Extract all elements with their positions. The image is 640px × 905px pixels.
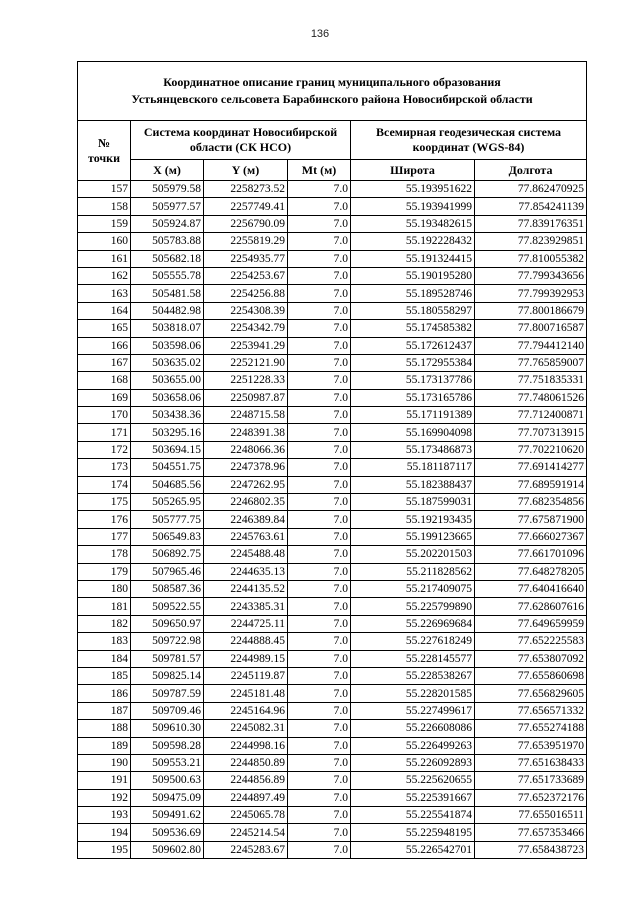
cell-x: 509787.59 <box>131 685 204 702</box>
cell-x: 505924.87 <box>131 215 204 232</box>
cell-x: 509722.98 <box>131 633 204 650</box>
cell-point-number: 167 <box>78 354 131 371</box>
cell-y: 2245119.87 <box>204 667 288 684</box>
cell-x: 503598.06 <box>131 337 204 354</box>
table-row <box>78 407 587 424</box>
header-point-number-sign: № <box>97 135 111 150</box>
header-point-number-word: точки <box>87 150 121 165</box>
cell-y: 2254935.77 <box>204 250 288 267</box>
cell-y: 2254256.88 <box>204 285 288 302</box>
cell-point-number: 161 <box>78 250 131 267</box>
cell-longitude: 77.810055382 <box>475 250 587 267</box>
cell-y: 2244135.52 <box>204 580 288 597</box>
cell-longitude: 77.854241139 <box>475 198 587 215</box>
cell-x: 505265.95 <box>131 494 204 511</box>
cell-y: 2257749.41 <box>204 198 288 215</box>
cell-y: 2248391.38 <box>204 424 288 441</box>
cell-latitude: 55.225391667 <box>351 789 475 806</box>
cell-mt: 7.0 <box>288 302 351 319</box>
cell-mt: 7.0 <box>288 181 351 198</box>
cell-longitude: 77.652372176 <box>475 789 587 806</box>
cell-point-number: 185 <box>78 667 131 684</box>
cell-mt: 7.0 <box>288 320 351 337</box>
cell-longitude: 77.712400871 <box>475 407 587 424</box>
cell-mt: 7.0 <box>288 702 351 719</box>
cell-x: 509500.63 <box>131 772 204 789</box>
cell-latitude: 55.225799890 <box>351 598 475 615</box>
cell-longitude: 77.862470925 <box>475 181 587 198</box>
cell-point-number: 180 <box>78 580 131 597</box>
page-number: 136 <box>310 28 330 40</box>
cell-longitude: 77.649659959 <box>475 615 587 632</box>
cell-x: 504685.56 <box>131 476 204 493</box>
cell-point-number: 170 <box>78 407 131 424</box>
cell-point-number: 171 <box>78 424 131 441</box>
cell-latitude: 55.173486873 <box>351 441 475 458</box>
cell-point-number: 157 <box>78 181 131 198</box>
cell-x: 509522.55 <box>131 598 204 615</box>
cell-mt: 7.0 <box>288 267 351 284</box>
cell-latitude: 55.172612437 <box>351 337 475 354</box>
cell-point-number: 173 <box>78 459 131 476</box>
cell-y: 2244850.89 <box>204 754 288 771</box>
cell-point-number: 169 <box>78 389 131 406</box>
cell-latitude: 55.227618249 <box>351 633 475 650</box>
table-row <box>78 302 587 319</box>
cell-y: 2244897.49 <box>204 789 288 806</box>
cell-latitude: 55.199123665 <box>351 528 475 545</box>
title-line-2: Устьянцевского сельсовета Барабинского района Новосибирской области <box>131 92 533 106</box>
cell-longitude: 77.799392953 <box>475 285 587 302</box>
cell-point-number: 164 <box>78 302 131 319</box>
cell-longitude: 77.640416640 <box>475 580 587 597</box>
cell-x: 505777.75 <box>131 511 204 528</box>
cell-y: 2244888.45 <box>204 633 288 650</box>
table-row <box>78 181 587 198</box>
cell-x: 507965.46 <box>131 563 204 580</box>
cell-latitude: 55.173165786 <box>351 389 475 406</box>
cell-mt: 7.0 <box>288 424 351 441</box>
cell-y: 2247262.95 <box>204 476 288 493</box>
cell-x: 509825.14 <box>131 667 204 684</box>
table-row <box>78 824 587 841</box>
cell-longitude: 77.800186679 <box>475 302 587 319</box>
table-row <box>78 389 587 406</box>
cell-x: 503655.00 <box>131 372 204 389</box>
cell-x: 509598.28 <box>131 737 204 754</box>
cell-y: 2244725.11 <box>204 615 288 632</box>
cell-point-number: 186 <box>78 685 131 702</box>
cell-longitude: 77.651733689 <box>475 772 587 789</box>
cell-y: 2245283.67 <box>204 841 288 858</box>
cell-latitude: 55.226608086 <box>351 720 475 737</box>
cell-latitude: 55.226969684 <box>351 615 475 632</box>
cell-point-number: 178 <box>78 546 131 563</box>
cell-mt: 7.0 <box>288 389 351 406</box>
table-row <box>78 789 587 806</box>
cell-point-number: 187 <box>78 702 131 719</box>
cell-y: 2248066.36 <box>204 441 288 458</box>
cell-latitude: 55.211828562 <box>351 563 475 580</box>
cell-mt: 7.0 <box>288 215 351 232</box>
cell-longitude: 77.794412140 <box>475 337 587 354</box>
cell-y: 2253941.29 <box>204 337 288 354</box>
cell-longitude: 77.800716587 <box>475 320 587 337</box>
cell-latitude: 55.228145577 <box>351 650 475 667</box>
table-row <box>78 511 587 528</box>
cell-x: 503635.02 <box>131 354 204 371</box>
table-row <box>78 754 587 771</box>
cell-x: 509491.62 <box>131 807 204 824</box>
cell-mt: 7.0 <box>288 528 351 545</box>
header-system-global: Всемирная геодезическая система координат (WGS-84) <box>351 121 587 160</box>
cell-longitude: 77.656571332 <box>475 702 587 719</box>
cell-longitude: 77.661701096 <box>475 546 587 563</box>
cell-x: 503818.07 <box>131 320 204 337</box>
table-title <box>78 62 587 121</box>
cell-point-number: 172 <box>78 441 131 458</box>
table-row <box>78 685 587 702</box>
cell-mt: 7.0 <box>288 754 351 771</box>
cell-point-number: 191 <box>78 772 131 789</box>
cell-y: 2254253.67 <box>204 267 288 284</box>
cell-mt: 7.0 <box>288 737 351 754</box>
cell-x: 509650.97 <box>131 615 204 632</box>
cell-latitude: 55.174585382 <box>351 320 475 337</box>
cell-point-number: 175 <box>78 494 131 511</box>
cell-y: 2247378.96 <box>204 459 288 476</box>
cell-y: 2244989.15 <box>204 650 288 667</box>
cell-longitude: 77.652225583 <box>475 633 587 650</box>
cell-y: 2245488.48 <box>204 546 288 563</box>
cell-latitude: 55.225620655 <box>351 772 475 789</box>
cell-y: 2255819.29 <box>204 233 288 250</box>
cell-x: 508587.36 <box>131 580 204 597</box>
cell-point-number: 176 <box>78 511 131 528</box>
cell-latitude: 55.181187117 <box>351 459 475 476</box>
cell-point-number: 194 <box>78 824 131 841</box>
cell-y: 2245181.48 <box>204 685 288 702</box>
coordinates-table <box>77 61 587 859</box>
cell-y: 2256790.09 <box>204 215 288 232</box>
cell-x: 509709.46 <box>131 702 204 719</box>
cell-mt: 7.0 <box>288 580 351 597</box>
cell-latitude: 55.189528746 <box>351 285 475 302</box>
cell-x: 509475.09 <box>131 789 204 806</box>
cell-x: 506892.75 <box>131 546 204 563</box>
cell-mt: 7.0 <box>288 285 351 302</box>
cell-mt: 7.0 <box>288 372 351 389</box>
table-row <box>78 233 587 250</box>
cell-y: 2254342.79 <box>204 320 288 337</box>
cell-latitude: 55.190195280 <box>351 267 475 284</box>
cell-mt: 7.0 <box>288 511 351 528</box>
cell-y: 2245164.96 <box>204 702 288 719</box>
cell-x: 503658.06 <box>131 389 204 406</box>
cell-longitude: 77.655274188 <box>475 720 587 737</box>
cell-longitude: 77.682354856 <box>475 494 587 511</box>
cell-mt: 7.0 <box>288 667 351 684</box>
cell-mt: 7.0 <box>288 354 351 371</box>
cell-x: 504551.75 <box>131 459 204 476</box>
cell-x: 509781.57 <box>131 650 204 667</box>
table-row <box>78 494 587 511</box>
cell-latitude: 55.172955384 <box>351 354 475 371</box>
cell-latitude: 55.228201585 <box>351 685 475 702</box>
cell-y: 2244856.89 <box>204 772 288 789</box>
table-row <box>78 807 587 824</box>
table-row <box>78 424 587 441</box>
cell-longitude: 77.799343656 <box>475 267 587 284</box>
table-row <box>78 546 587 563</box>
cell-longitude: 77.651638433 <box>475 754 587 771</box>
cell-point-number: 189 <box>78 737 131 754</box>
cell-latitude: 55.227499617 <box>351 702 475 719</box>
cell-mt: 7.0 <box>288 250 351 267</box>
cell-longitude: 77.707313915 <box>475 424 587 441</box>
cell-x: 505555.78 <box>131 267 204 284</box>
table-row <box>78 372 587 389</box>
table-row <box>78 633 587 650</box>
cell-point-number: 192 <box>78 789 131 806</box>
table-row <box>78 285 587 302</box>
cell-x: 503438.36 <box>131 407 204 424</box>
cell-mt: 7.0 <box>288 685 351 702</box>
cell-latitude: 55.228538267 <box>351 667 475 684</box>
cell-y: 2244998.16 <box>204 737 288 754</box>
cell-mt: 7.0 <box>288 494 351 511</box>
cell-latitude: 55.182388437 <box>351 476 475 493</box>
cell-mt: 7.0 <box>288 337 351 354</box>
cell-longitude: 77.628607616 <box>475 598 587 615</box>
cell-latitude: 55.226092893 <box>351 754 475 771</box>
cell-latitude: 55.191324415 <box>351 250 475 267</box>
cell-x: 505977.57 <box>131 198 204 215</box>
table-body <box>78 181 587 859</box>
cell-point-number: 163 <box>78 285 131 302</box>
cell-y: 2245763.61 <box>204 528 288 545</box>
cell-longitude: 77.675871900 <box>475 511 587 528</box>
cell-point-number: 158 <box>78 198 131 215</box>
cell-mt: 7.0 <box>288 598 351 615</box>
cell-mt: 7.0 <box>288 615 351 632</box>
cell-point-number: 166 <box>78 337 131 354</box>
cell-latitude: 55.193941999 <box>351 198 475 215</box>
table-row <box>78 650 587 667</box>
cell-mt: 7.0 <box>288 546 351 563</box>
cell-y: 2254308.39 <box>204 302 288 319</box>
cell-mt: 7.0 <box>288 407 351 424</box>
cell-longitude: 77.658438723 <box>475 841 587 858</box>
cell-point-number: 183 <box>78 633 131 650</box>
table-row <box>78 563 587 580</box>
cell-point-number: 179 <box>78 563 131 580</box>
table-row <box>78 772 587 789</box>
table-row <box>78 198 587 215</box>
cell-point-number: 165 <box>78 320 131 337</box>
cell-mt: 7.0 <box>288 824 351 841</box>
cell-y: 2248715.58 <box>204 407 288 424</box>
cell-latitude: 55.193482615 <box>351 215 475 232</box>
cell-latitude: 55.202201503 <box>351 546 475 563</box>
cell-point-number: 174 <box>78 476 131 493</box>
table-row <box>78 580 587 597</box>
cell-latitude: 55.192228432 <box>351 233 475 250</box>
cell-y: 2245065.78 <box>204 807 288 824</box>
cell-mt: 7.0 <box>288 198 351 215</box>
cell-mt: 7.0 <box>288 772 351 789</box>
title-line-1: Координатное описание границ муниципального образования <box>163 75 501 89</box>
cell-point-number: 162 <box>78 267 131 284</box>
cell-point-number: 190 <box>78 754 131 771</box>
cell-latitude: 55.187599031 <box>351 494 475 511</box>
cell-longitude: 77.648278205 <box>475 563 587 580</box>
cell-latitude: 55.180558297 <box>351 302 475 319</box>
cell-mt: 7.0 <box>288 807 351 824</box>
cell-y: 2243385.31 <box>204 598 288 615</box>
header-longitude: Долгота <box>475 160 587 181</box>
cell-mt: 7.0 <box>288 459 351 476</box>
header-mt: Mt (м) <box>288 160 351 181</box>
cell-latitude: 55.225541874 <box>351 807 475 824</box>
cell-mt: 7.0 <box>288 841 351 858</box>
cell-point-number: 168 <box>78 372 131 389</box>
cell-latitude: 55.173137786 <box>351 372 475 389</box>
cell-longitude: 77.657353466 <box>475 824 587 841</box>
cell-y: 2245082.31 <box>204 720 288 737</box>
cell-mt: 7.0 <box>288 633 351 650</box>
table-row <box>78 667 587 684</box>
cell-mt: 7.0 <box>288 789 351 806</box>
cell-longitude: 77.653951970 <box>475 737 587 754</box>
cell-x: 506549.83 <box>131 528 204 545</box>
cell-x: 509610.30 <box>131 720 204 737</box>
table-row <box>78 841 587 858</box>
cell-mt: 7.0 <box>288 441 351 458</box>
cell-point-number: 182 <box>78 615 131 632</box>
cell-longitude: 77.839176351 <box>475 215 587 232</box>
table-row <box>78 459 587 476</box>
cell-longitude: 77.691414277 <box>475 459 587 476</box>
cell-mt: 7.0 <box>288 233 351 250</box>
cell-point-number: 195 <box>78 841 131 858</box>
cell-longitude: 77.666027367 <box>475 528 587 545</box>
cell-x: 505481.58 <box>131 285 204 302</box>
cell-x: 503295.16 <box>131 424 204 441</box>
cell-y: 2246389.84 <box>204 511 288 528</box>
header-latitude: Широта <box>351 160 475 181</box>
header-y: Y (м) <box>204 160 288 181</box>
cell-point-number: 177 <box>78 528 131 545</box>
cell-latitude: 55.169904098 <box>351 424 475 441</box>
cell-longitude: 77.751835331 <box>475 372 587 389</box>
cell-y: 2244635.13 <box>204 563 288 580</box>
cell-latitude: 55.171191389 <box>351 407 475 424</box>
table-row <box>78 598 587 615</box>
cell-mt: 7.0 <box>288 720 351 737</box>
table-row <box>78 441 587 458</box>
table-row <box>78 528 587 545</box>
table-row <box>78 354 587 371</box>
cell-point-number: 184 <box>78 650 131 667</box>
cell-x: 509553.21 <box>131 754 204 771</box>
cell-longitude: 77.653807092 <box>475 650 587 667</box>
cell-longitude: 77.823929851 <box>475 233 587 250</box>
header-system-local: Система координат Новосибирской области (СК НСО) <box>131 121 351 160</box>
cell-point-number: 188 <box>78 720 131 737</box>
cell-y: 2258273.52 <box>204 181 288 198</box>
cell-latitude: 55.193951622 <box>351 181 475 198</box>
cell-y: 2250987.87 <box>204 389 288 406</box>
cell-x: 504482.98 <box>131 302 204 319</box>
cell-latitude: 55.225948195 <box>351 824 475 841</box>
table-row <box>78 720 587 737</box>
cell-y: 2251228.33 <box>204 372 288 389</box>
cell-longitude: 77.655016511 <box>475 807 587 824</box>
cell-y: 2245214.54 <box>204 824 288 841</box>
cell-mt: 7.0 <box>288 650 351 667</box>
table-row <box>78 702 587 719</box>
table-row <box>78 320 587 337</box>
header-point-number <box>78 121 131 181</box>
cell-longitude: 77.655860698 <box>475 667 587 684</box>
cell-point-number: 181 <box>78 598 131 615</box>
cell-point-number: 160 <box>78 233 131 250</box>
table-row <box>78 250 587 267</box>
cell-x: 505682.18 <box>131 250 204 267</box>
cell-x: 505979.58 <box>131 181 204 198</box>
cell-x: 505783.88 <box>131 233 204 250</box>
table-row <box>78 337 587 354</box>
cell-point-number: 193 <box>78 807 131 824</box>
cell-latitude: 55.192193435 <box>351 511 475 528</box>
table-row <box>78 267 587 284</box>
header-x: X (м) <box>131 160 204 181</box>
cell-mt: 7.0 <box>288 476 351 493</box>
cell-longitude: 77.656829605 <box>475 685 587 702</box>
cell-longitude: 77.765859007 <box>475 354 587 371</box>
table-row <box>78 476 587 493</box>
cell-mt: 7.0 <box>288 563 351 580</box>
table-row <box>78 615 587 632</box>
cell-y: 2246802.35 <box>204 494 288 511</box>
cell-x: 509536.69 <box>131 824 204 841</box>
table-row <box>78 737 587 754</box>
cell-latitude: 55.226542701 <box>351 841 475 858</box>
cell-latitude: 55.217409075 <box>351 580 475 597</box>
cell-y: 2252121.90 <box>204 354 288 371</box>
cell-longitude: 77.689591914 <box>475 476 587 493</box>
cell-point-number: 159 <box>78 215 131 232</box>
cell-longitude: 77.702210620 <box>475 441 587 458</box>
cell-latitude: 55.226499263 <box>351 737 475 754</box>
table-row <box>78 215 587 232</box>
cell-x: 503694.15 <box>131 441 204 458</box>
cell-longitude: 77.748061526 <box>475 389 587 406</box>
cell-x: 509602.80 <box>131 841 204 858</box>
